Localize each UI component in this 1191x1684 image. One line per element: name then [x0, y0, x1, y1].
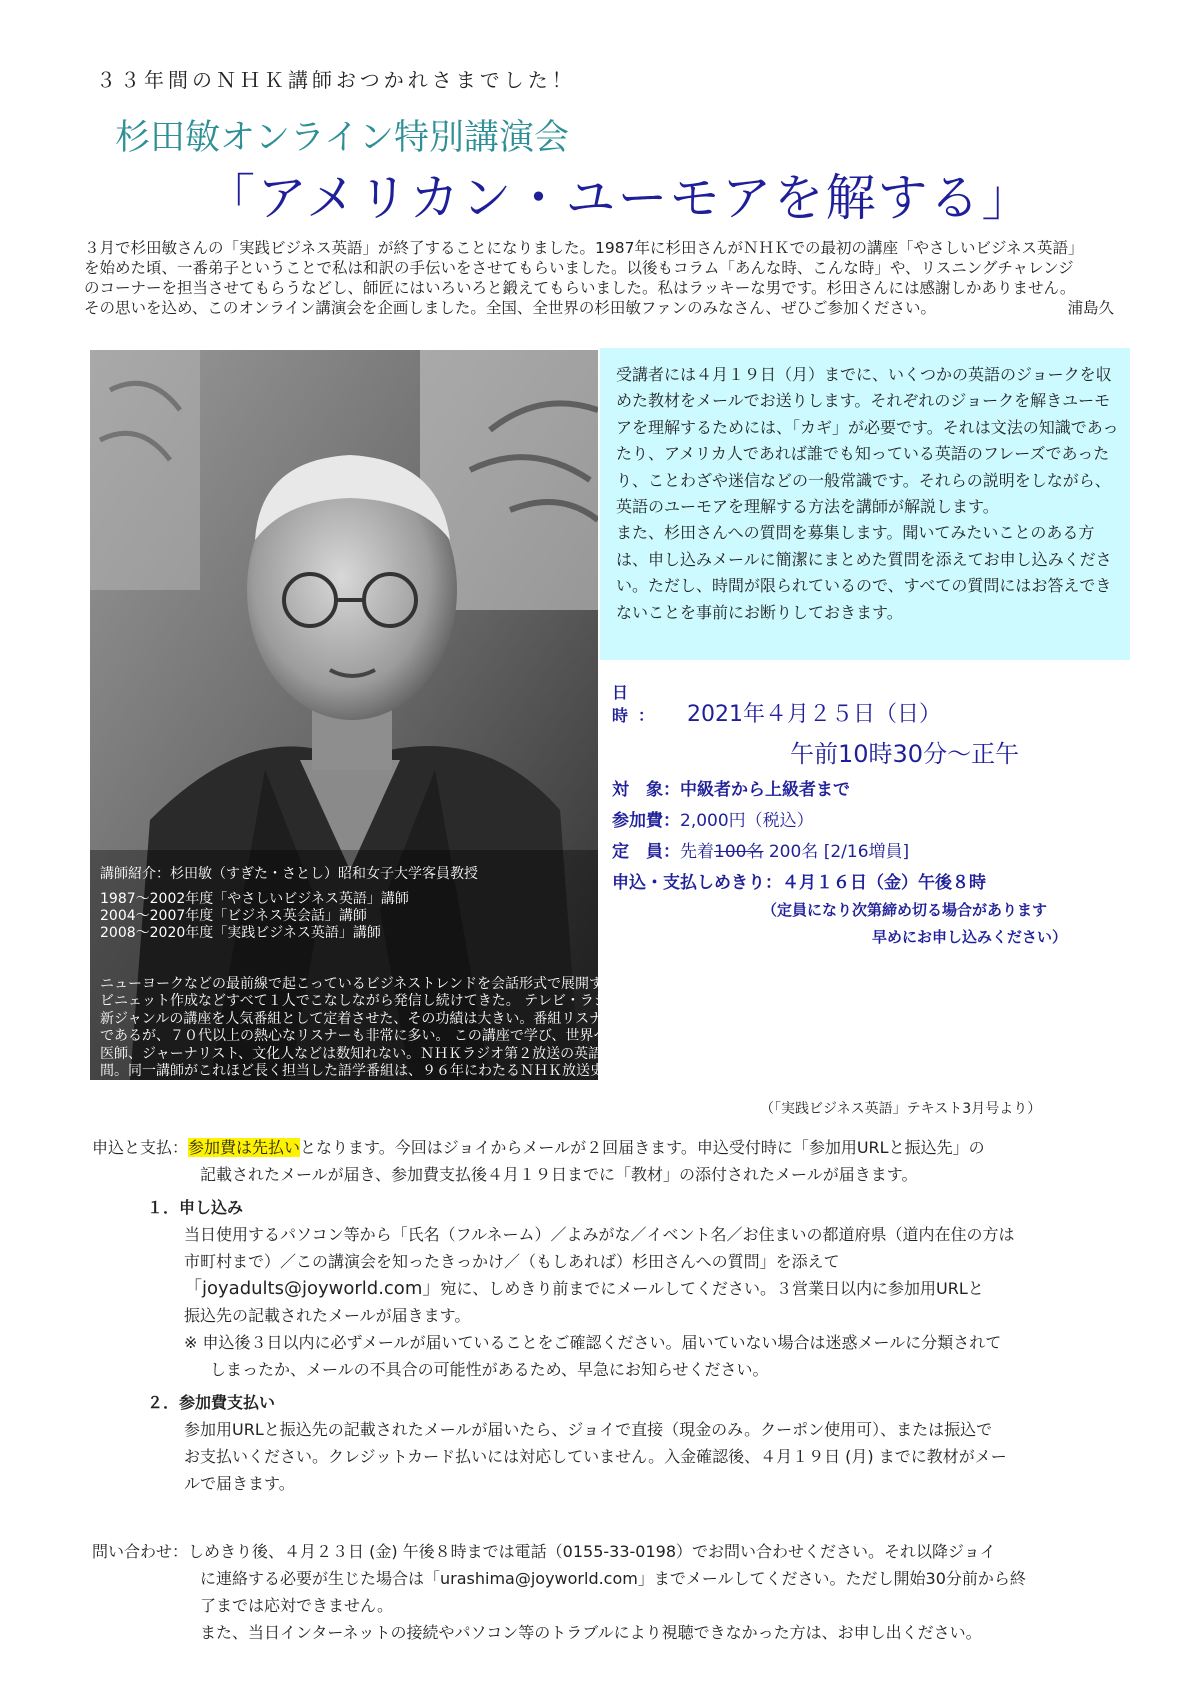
intro-line: ３月で杉田敏さんの「実践ビジネス英語」が終了することになりました。1987年に杉田さんがＮＨＫでの最初の講座「やさしいビジネス英語」 [84, 239, 1084, 257]
step1-line: 市町村まで）／この講演会を知ったきっかけ／（もしあれば）杉田さんへの質問」を添えて [184, 1252, 840, 1271]
contact-line [92, 1538, 1152, 1565]
step1-text: 宛に、しめきり前までにメールしてください。３営業日以内に参加用URLと [440, 1279, 984, 1298]
application-section [92, 1134, 1152, 1497]
apply-line-2: 記載されたメールが届き、参加費支払後４月１９日までに「教材」の添付されたメールが届きます。 [200, 1165, 918, 1184]
bio-line: ビニェット作成などすべて１人でこなしながら発信し続けてきた。 テレビ・ラジオの英語講座番組の中に「ビジネス英語」という [100, 993, 916, 1010]
apply-label: 申込と支払： [92, 1138, 189, 1157]
signature: 浦島久 [1067, 299, 1114, 317]
event-time: 午前10時30分～正午 [790, 740, 1020, 768]
top-line: ３３年間のＮＨＫ講師おつかれさまでした！ [96, 68, 576, 92]
prepay-highlight: 参加費は先払い [188, 1138, 301, 1157]
bio-line: であるが、７０代以上の熱心なリスナーも非常に多い。 この講座で学び、世界へと翔び立っていったビジネスパーソン、政治家、官僚、 [100, 1028, 956, 1045]
step1-warning: ※ 申込後３日以内に必ずメールが届いていることをご確認ください。届いていない場合は迷惑メールに分類されて [184, 1333, 1002, 1352]
intro-line-text: その思いを込め、このオンライン講演会を企画しました。全国、全世界の杉田敏ファンのみなさん、ぜひご参加ください。 [84, 299, 937, 317]
event-title: 「アメリカン・ユーモアを解する」 [205, 169, 1034, 227]
bio-line: ニューヨークなどの最前線で起こっているビジネストレンドを会話形式で展開する、極めて情報性の高い英語講座を、テーマ設定、 [100, 976, 925, 992]
fee-row [612, 806, 1152, 831]
target-row [612, 775, 1152, 800]
history-line: 1987～2002年度「やさしいビジネス英語」講師 [100, 891, 409, 907]
step1-line [184, 1275, 1152, 1302]
bio-line: 医師、ジャーナリスト、文化人などは数知れない。ＮＨＫラジオ第２放送の英語講師を務めた期間は、2003 年度を除いて通算３３年 [100, 1045, 937, 1062]
event-details [612, 680, 1152, 947]
contact-line: に連絡する必要が生じた場合は「urashima@joyworld.com」までメールしてください。ただし開始30分前から終 [200, 1569, 1026, 1588]
fee-label: 参加費： [612, 811, 680, 831]
course-info-box [600, 348, 1130, 660]
step2-line: お支払いください。クレジットカード払いには対応していません。入金確認後、４月１９日 (月) までに教材がメー [184, 1447, 1007, 1466]
instructor-bio [100, 976, 1110, 1080]
info-paragraph: また、杉田さんへの質問を募集します。聞いてみたいことのある方は、申し込みメールに簡潔にまとめた質問を添えてお申し込みください。ただし、時間が限られているので、すべての質問にはお答えできないことを事前にお断りしておきます。 [616, 523, 1112, 622]
capacity-row [612, 837, 1152, 862]
intro-line: のコーナーを担当させてもらうなどし、師匠にはいろいろと鍛えてもらいました。私はラッキーな男です。杉田さんには感謝しかありません。 [84, 279, 1076, 297]
event-date: 2021年４月２５日（日） [687, 702, 941, 727]
fee-value: 2,000円（税込） [680, 811, 814, 831]
capacity-new: 200名 [2/16増員] [763, 842, 910, 862]
instructor-heading: 講師紹介：杉田敏（すぎた・さとし）昭和女子大学客員教授 [100, 866, 478, 882]
intro-line: を始めた頃、一番弟子ということで私は和訳の手伝いをさせてもらいました。以後もコラム「あんな時、こんな時」や、リスニングチャレンジ [84, 259, 1074, 277]
contact-line: 了までは応対できません。 [200, 1596, 393, 1615]
capacity-note-2: 早めにお申し込みください） [872, 928, 1068, 946]
step2-line: ルで届きます。 [184, 1474, 295, 1493]
step1-title-text: １．申し込み [147, 1198, 244, 1217]
history-line: 2004～2007年度「ビジネス英会話」講師 [100, 908, 367, 924]
deadline: 申込・支払しめきり：４月１６日（金）午後８時 [612, 873, 986, 893]
bio-line: 新ジャンルの講座を人気番組として定着させた、その功績は大きい。番組リスナーの中心は大学生から２０～５０代のビジネスパーソン [100, 1010, 952, 1027]
capacity-label: 定 員： [612, 842, 680, 862]
capacity-old: 100名 [714, 842, 764, 862]
step2-title-text: ２．参加費支払い [147, 1393, 276, 1412]
apply-text: となります。今回はジョイからメールが２回届きます。申込受付時に「参加用URLと振込先」の [300, 1138, 985, 1157]
instructor-photo [90, 350, 598, 1080]
instructor-caption [100, 866, 590, 942]
contact-label: 問い合わせ： [92, 1542, 189, 1561]
event-subtitle: 杉田敏オンライン特別講演会 [115, 118, 569, 158]
intro-paragraph [84, 238, 1114, 318]
target-value: 中級者から上級者まで [680, 780, 850, 800]
date-label: 日 時： [612, 683, 665, 725]
step1-line: 振込先の記載されたメールが届きます。 [184, 1306, 471, 1325]
history-line: 2008～2020年度「実践ビジネス英語」講師 [100, 925, 381, 941]
contact-section [92, 1538, 1152, 1646]
step1-line: 当日使用するパソコン等から「氏名（フルネーム）／よみがな／イベント名／お住まいの都道府県（道内在住の方は [184, 1225, 1015, 1244]
step2-line: 参加用URLと振込先の記載されたメールが届いたら、ジョイで直接（現金のみ。クーポン使用可）、または振込で [184, 1420, 993, 1439]
capacity-note: （定員になり次第締め切る場合があります [762, 901, 1048, 919]
step2-title [147, 1389, 1152, 1416]
info-paragraph: 受講者には４月１９日（月）までに、いくつかの英語のジョークを収めた教材をメールでお送りします。それぞれのジョークを解きユーモアを理解するためには、「カギ」が必要です。それは文法の知識であったり、アメリカ人であれば誰でも知っている英語のフレーズであったり、ことわざや迷信などの一般常識です。それらの説明をしながら、英語のユーモアを理解する方法を講師が解説します。 [616, 365, 1119, 517]
contact-text: しめきり後、４月２３日 (金) 午後８時までは電話（0155-33-0198）でお問い合わせください。それ以降ジョイ [188, 1542, 996, 1561]
date-row [612, 680, 1152, 728]
apply-line [92, 1134, 1152, 1161]
step1-warning-2: しまったか、メールの不具合の可能性があるため、早急にお知らせください。 [210, 1360, 769, 1379]
intro-line [84, 298, 1114, 318]
capacity-prefix: 先着 [680, 842, 714, 862]
application-email[interactable]: 「joyadults@joyworld.com」 [184, 1278, 441, 1299]
target-label: 対 象： [612, 780, 680, 800]
step1-title [147, 1194, 1152, 1221]
bio-source: （「実践ビジネス英語」テキスト3月号より） [760, 1101, 1042, 1117]
bio-line: 間。同一講師がこれほど長く担当した語学番組は、９６年にわたるＮＨＫ放送史において他に例を見ない。 [100, 1063, 772, 1080]
contact-line: また、当日インターネットの接続やパソコン等のトラブルにより視聴できなかった方は、お申し出ください。 [200, 1623, 982, 1642]
